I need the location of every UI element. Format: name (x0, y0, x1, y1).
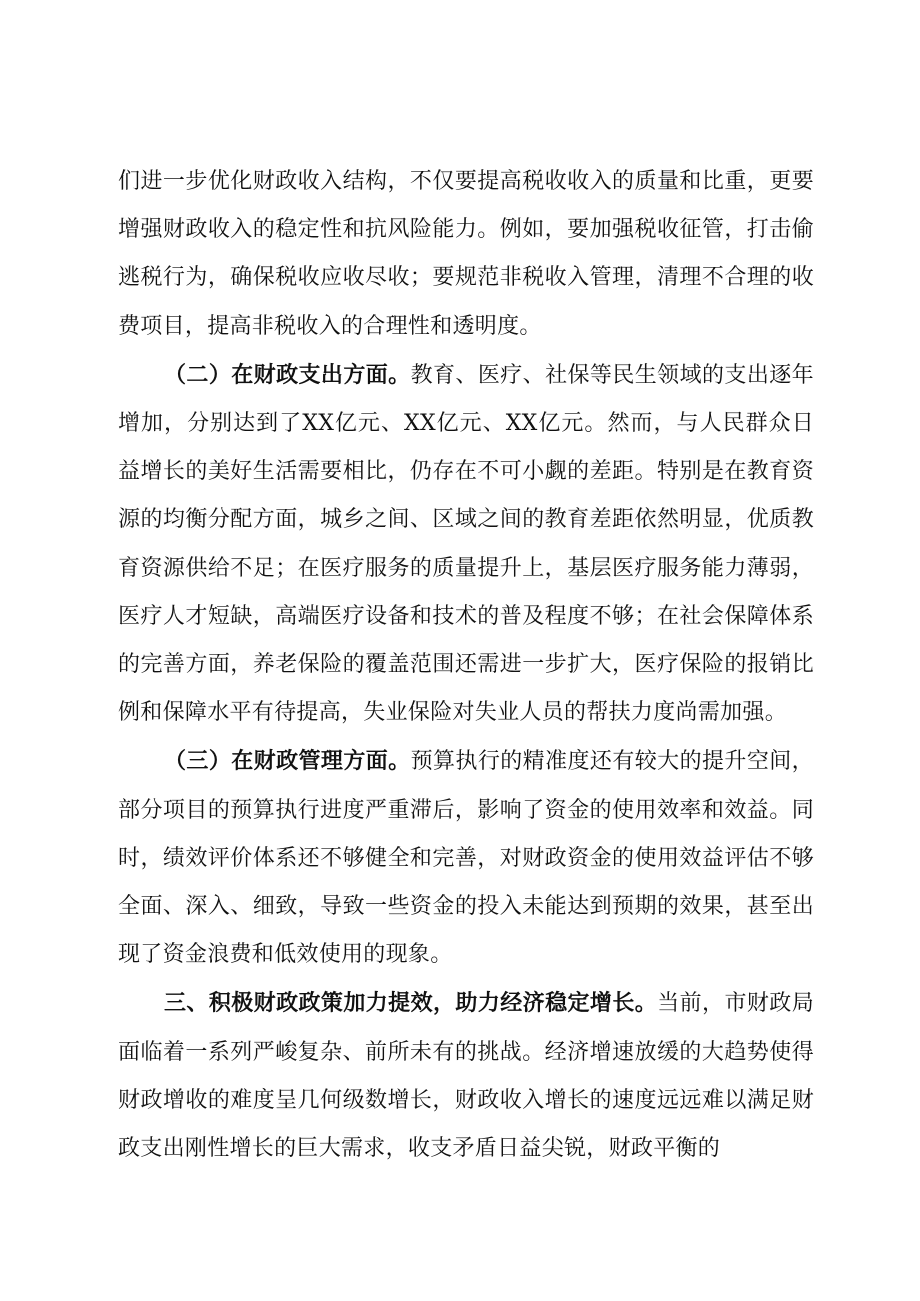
section-heading-management: （三）在财政管理方面。 (164, 748, 411, 775)
paragraph-text: 们进一步优化财政收入结构，不仅要提高税收收入的质量和比重，更要增强财政收入的稳定性和抗风险能力。例如，要加强税收征管，打击偷逃税行为，确保税收应收尽收；要规范非税收入管理，清理不合理的收费项目，提高非税收入的合理性和透明度。 (118, 169, 814, 339)
paragraph-fiscal-management (118, 737, 814, 979)
paragraph-fiscal-expenditure (118, 351, 814, 738)
paragraph-text: 教育、医疗、社保等民生领域的支出逐年增加，分别达到了XX亿元、XX亿元、XX亿元。然而，与人民群众日益增长的美好生活需要相比，仍存在不可小觑的差距。特别是在教育资源的均衡分配方面，城乡之间、区域之间的教育差距依然明显，优质教育资源供给不足；在医疗服务的质量提升上，基层医疗服务能力薄弱，医疗人才短缺，高端医疗设备和技术的普及程度不够；在社会保障体系的完善方面，养老保险的覆盖范围还需进一步扩大，医疗保险的报销比例和保障水平有待提高，失业保险对失业人员的帮扶力度尚需加强。 (118, 362, 814, 726)
document-body (118, 158, 814, 1173)
paragraph-text: 预算执行的精准度还有较大的提升空间，部分项目的预算执行进度严重滞后，影响了资金的使用效率和效益。同时，绩效评价体系还不够健全和完善，对财政资金的使用效益评估不够全面、深入、细致，导致一些资金的投入未能达到预期的效果，甚至出现了资金浪费和低效使用的现象。 (118, 749, 814, 968)
paragraph-text: 当前，市财政局面临着一系列严峻复杂、前所未有的挑战。经济增速放缓的大趋势使得财政增收的难度呈几何级数增长，财政收入增长的速度远远难以满足财政支出刚性增长的巨大需求，收支矛盾日益尖锐，财政平衡的 (118, 991, 814, 1162)
section-heading-policy: 三、积极财政政策加力提效，助力经济稳定增长。 (164, 990, 658, 1017)
paragraph-fiscal-policy (118, 979, 814, 1173)
paragraph-revenue-structure (118, 158, 814, 351)
section-heading-expenditure: （二）在财政支出方面。 (164, 361, 411, 388)
